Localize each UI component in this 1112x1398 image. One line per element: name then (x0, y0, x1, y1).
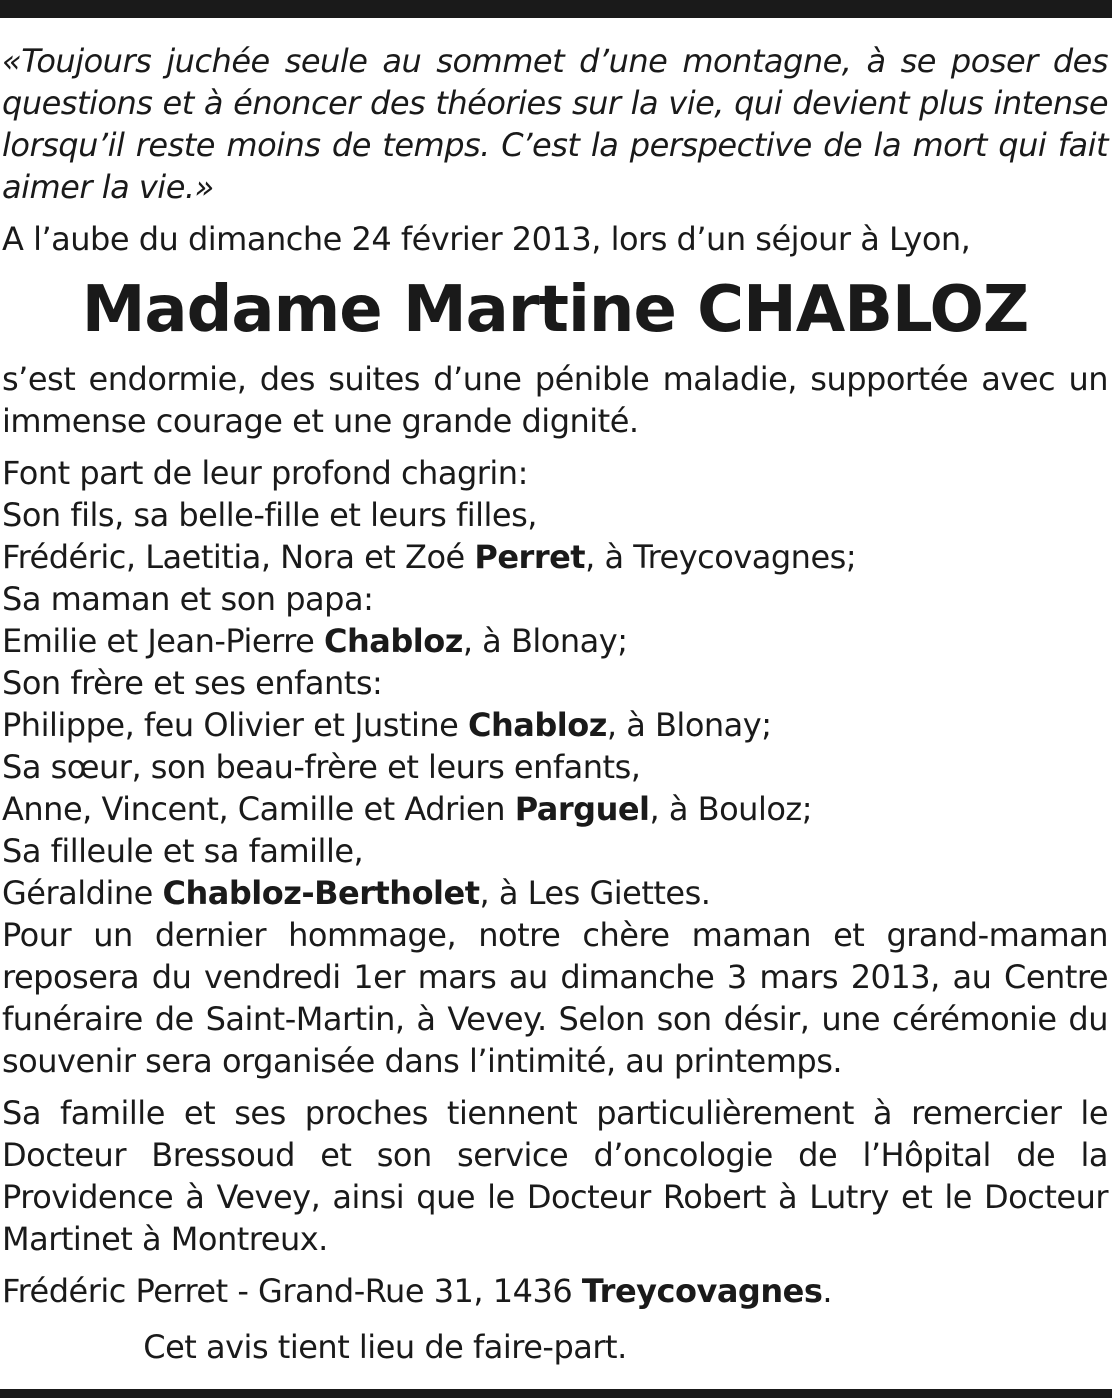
family-members: Philippe, feu Olivier et Justine Chabloz, à Blonay; (2, 706, 772, 744)
family-relation: Sa filleule et sa famille, (2, 832, 364, 870)
ceremony-text: Pour un dernier hommage, notre chère maman et grand-maman reposera du vendredi 1er mars au dimanche 3 mars 2013, au Centre funéraire de Saint-Martin, à Vevey. Selon son désir, une cérémonie du souvenir sera organisée dans l’intimité, au printemps. (2, 916, 1108, 1080)
address-town: Treycovagnes (581, 1272, 823, 1310)
passing-text: s’est endormie, des suites d’une pénible maladie, supportée avec un immense courage et une grande dignité. (2, 360, 1108, 440)
top-rule (0, 0, 1112, 18)
family-relation: Sa sœur, son beau-frère et leurs enfants, (2, 748, 641, 786)
family-surname: Perret (474, 538, 586, 576)
deceased-name: Madame Martine CHABLOZ (81, 273, 1029, 347)
family-members: Emilie et Jean-Pierre Chabloz, à Blonay; (2, 622, 628, 660)
closing-note: Cet avis tient lieu de faire-part. (143, 1328, 627, 1366)
epigraph-quote: «Toujours juchée seule au sommet d’une montagne, à se poser des questions et à énoncer des théories sur la vie, qui devient plus intense lorsqu’il reste moins de temps. C’est la perspective de la mort qui fait aimer la vie.» (2, 42, 1108, 206)
family-surname: Parguel (514, 790, 650, 828)
family-members: Géraldine Chabloz-Bertholet, à Les Giettes. (2, 874, 711, 912)
family-surname: Chabloz-Bertholet (162, 874, 480, 912)
family-members: Frédéric, Laetitia, Nora et Zoé Perret, à Treycovagnes; (2, 538, 857, 576)
family-surname: Chabloz (323, 622, 463, 660)
bottom-rule (0, 1389, 1112, 1398)
contact-address: Frédéric Perret - Grand-Rue 31, 1436 Treycovagnes. (2, 1272, 833, 1310)
thanks-text: Sa famille et ses proches tiennent particulièrement à remercier le Docteur Bressoud et son service d’oncologie de l’Hôpital de la Providence à Vevey, ainsi que le Docteur Robert à Lutry et le Docteur Martinet à Montreux. (2, 1094, 1108, 1258)
family-relation: Sa maman et son papa: (2, 580, 374, 618)
announcement-heading: Font part de leur profond chagrin: (2, 454, 528, 492)
obituary-notice (2, 40, 1108, 1368)
intro-line: A l’aube du dimanche 24 février 2013, lors d’un séjour à Lyon, (2, 220, 971, 258)
family-list (2, 452, 1108, 1082)
family-surname: Chabloz (468, 706, 607, 744)
family-relation: Son fils, sa belle-fille et leurs filles, (2, 496, 537, 534)
family-members: Anne, Vincent, Camille et Adrien Parguel, à Bouloz; (2, 790, 812, 828)
family-relation: Son frère et ses enfants: (2, 664, 383, 702)
